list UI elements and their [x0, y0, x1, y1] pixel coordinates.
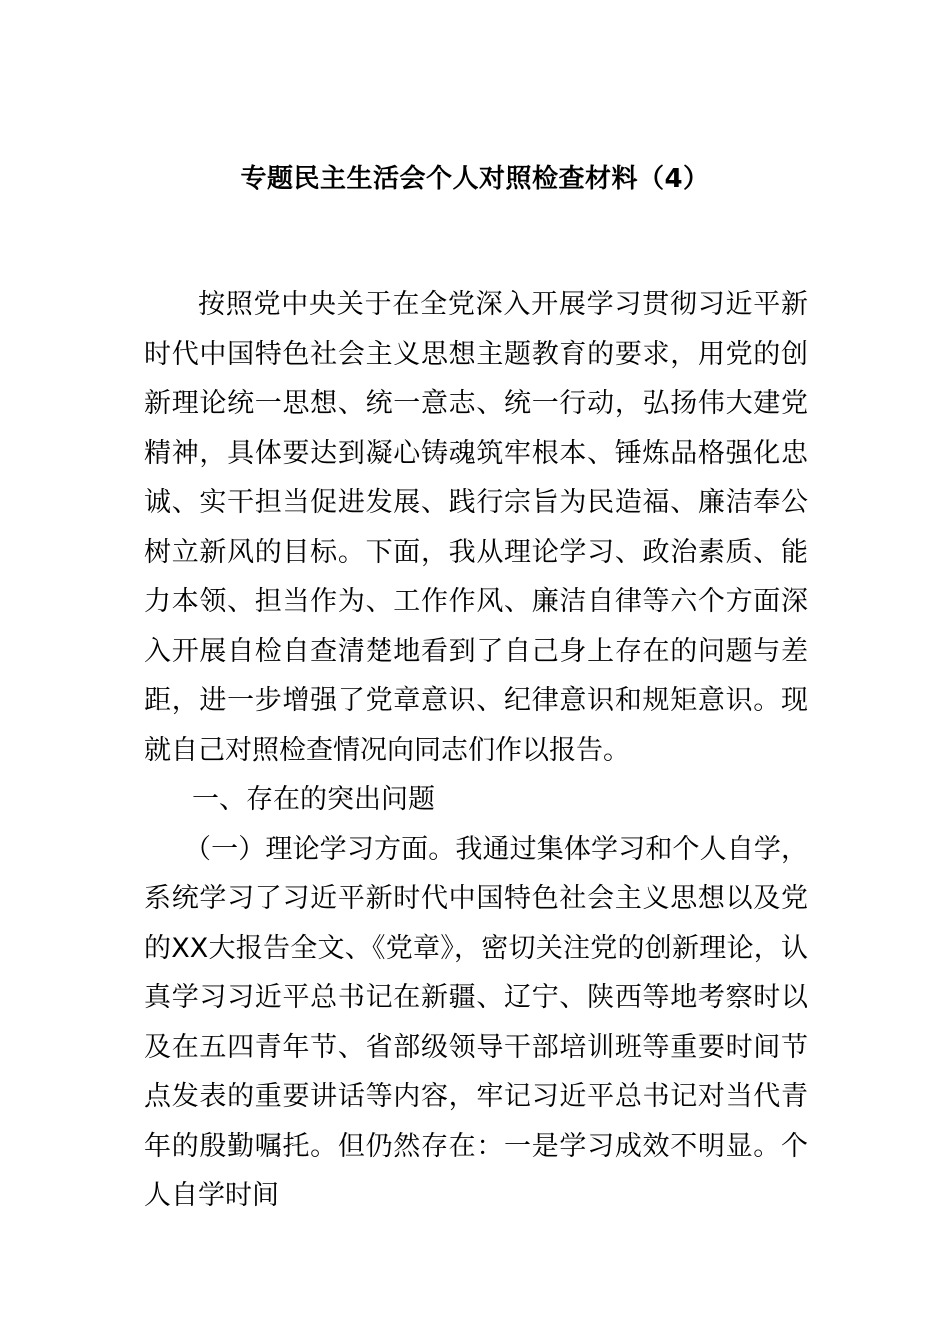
- document-title: 专题民主生活会个人对照检查材料（4）: [240, 164, 710, 194]
- intro-paragraph: 按照党中央关于在全党深入开展学习贯彻习近平新时代中国特色社会主义思想主题教育的要求，用党的创新理论统一思想、统一意志、统一行动，弘扬伟大建党精神，具体要达到凝心铸魂筑牢根本、锤炼品格强化忠诚、实干担当促进发展、践行宗旨为民造福、廉洁奉公树立新风的目标。下面，我从理论学习、政治素质、能力本领、担当作为、工作作风、廉洁自律等六个方面深入开展自检自查清楚地看到了自己身上存在的问题与差距，进一步增强了党章意识、纪律意识和规矩意识。现就自己对照检查情况向同志们作以报告。: [144, 289, 808, 766]
- theory-study-paragraph: （一）理论学习方面。我通过集体学习和个人自学，系统学习了习近平新时代中国特色社会主义思想以及党的XX大报告全文、《党章》，密切关注党的创新理论，认真学习习近平总书记在新疆、辽宁、陕西等地考察时以及在五四青年节、省部级领导干部培训班等重要时间节点发表的重要讲话等内容，牢记习近平总书记对当代青年的殷勤嘱托。但仍然存在：一是学习成效不明显。个人自学时间: [144, 833, 808, 1211]
- section-heading: 一、存在的突出问题: [192, 784, 435, 815]
- document-body: [144, 280, 808, 1221]
